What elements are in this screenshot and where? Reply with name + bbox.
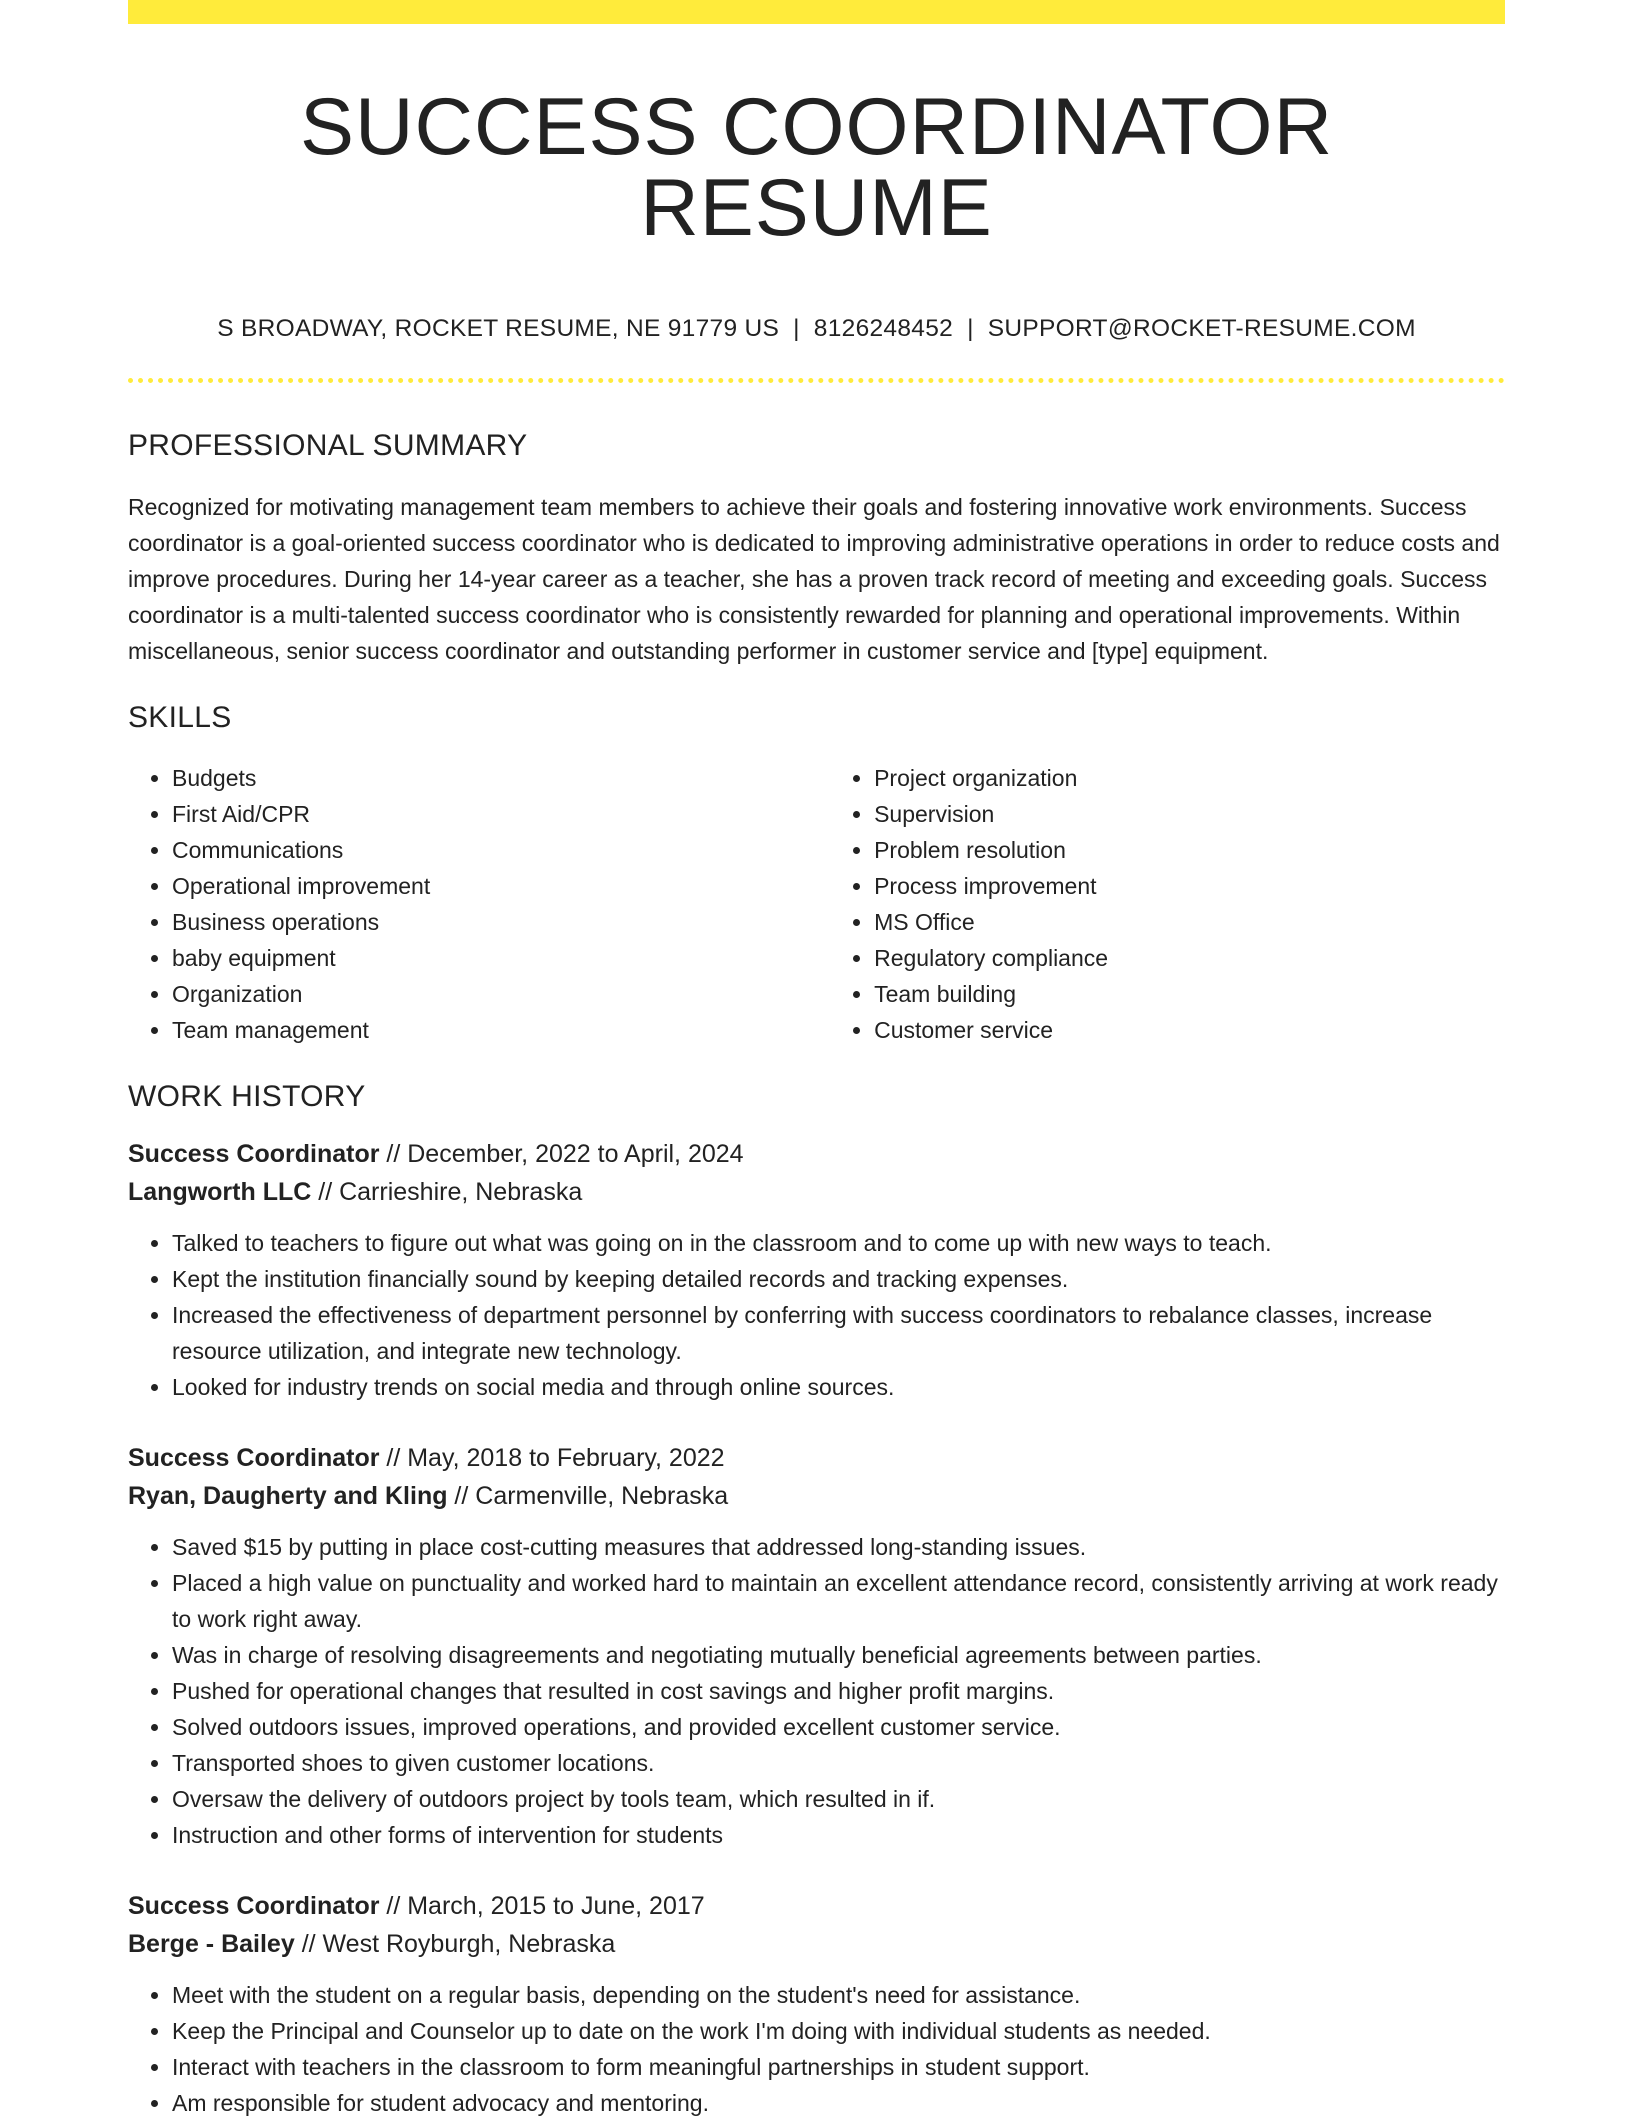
skill-item: • Operational improvement — [172, 868, 830, 904]
job-bullets — [128, 1225, 1505, 1405]
job-company-line — [128, 1173, 1505, 1211]
contact-email: SUPPORT@ROCKET-RESUME.COM — [987, 315, 1416, 342]
job-bullet: • Kept the institution financially sound by keeping detailed records and tracking expenses. — [172, 1261, 1505, 1297]
job-dates: // December, 2022 to April, 2024 — [379, 1139, 744, 1168]
job-company: Berge - Bailey — [128, 1929, 295, 1958]
skill-item: • Team building — [874, 976, 1505, 1012]
job-bullet: • Looked for industry trends on social media and through online sources. — [172, 1369, 1505, 1405]
job-entry — [128, 1887, 1505, 2121]
summary-heading: PROFESSIONAL SUMMARY — [128, 428, 528, 462]
job-dates: // March, 2015 to June, 2017 — [379, 1891, 705, 1920]
job-bullet: • Solved outdoors issues, improved operations, and provided excellent customer service. — [172, 1709, 1505, 1745]
job-bullet: • Was in charge of resolving disagreements and negotiating mutually beneficial agreements between parties. — [172, 1637, 1505, 1673]
job-title-line — [128, 1439, 1505, 1477]
job-location: // Carmenville, Nebraska — [447, 1481, 729, 1510]
skill-item: • First Aid/CPR — [172, 796, 830, 832]
job-location: // West Royburgh, Nebraska — [294, 1929, 616, 1958]
contact-address: S BROADWAY, ROCKET RESUME, NE 91779 US — [217, 315, 780, 342]
job-bullet: • Transported shoes to given customer locations. — [172, 1745, 1505, 1781]
job-bullet: • Pushed for operational changes that resulted in cost savings and higher profit margins. — [172, 1673, 1505, 1709]
skills-list — [128, 760, 1505, 1048]
job-bullet: • Am responsible for student advocacy and mentoring. — [172, 2085, 1505, 2121]
skill-item: • Supervision — [874, 796, 1505, 832]
job-title-line — [128, 1887, 1505, 1925]
skill-item: • Project organization — [874, 760, 1505, 796]
job-company-line — [128, 1925, 1505, 1963]
skill-item: • Regulatory compliance — [874, 940, 1505, 976]
job-bullets — [128, 1529, 1505, 1853]
job-bullet: • Talked to teachers to figure out what was going on in the classroom and to come up with new ways to teach. — [172, 1225, 1505, 1261]
job-entry — [128, 1439, 1505, 1853]
skill-item: • Process improvement — [874, 868, 1505, 904]
job-bullet: • Instruction and other forms of intervention for students — [172, 1817, 1505, 1853]
job-bullet: • Interact with teachers in the classroom to form meaningful partnerships in student support. — [172, 2049, 1505, 2085]
job-company: Ryan, Daugherty and Kling — [128, 1481, 448, 1510]
skill-item: • Business operations — [172, 904, 830, 940]
job-bullet: • Meet with the student on a regular basis, depending on the student's need for assistance. — [172, 1977, 1505, 2013]
dotted-divider — [128, 378, 1505, 383]
contact-line — [128, 317, 1505, 342]
job-title: Success Coordinator — [128, 1891, 380, 1920]
skill-item: • Organization — [172, 976, 830, 1012]
resume-page — [128, 0, 1505, 2121]
skill-item: • MS Office — [874, 904, 1505, 940]
skill-item: • baby equipment — [172, 940, 830, 976]
contact-separator: | — [967, 315, 974, 342]
job-bullet: • Keep the Principal and Counselor up to date on the work I'm doing with individual students as needed. — [172, 2013, 1505, 2049]
skill-item: • Budgets — [172, 760, 830, 796]
job-company: Langworth LLC — [128, 1177, 312, 1206]
job-company-line — [128, 1477, 1505, 1515]
contact-separator: | — [793, 315, 800, 342]
job-bullet: • Increased the effectiveness of department personnel by conferring with success coordinators to rebalance classes, increase resource utilization, and integrate new technology. — [172, 1297, 1505, 1369]
job-bullet: • Saved $15 by putting in place cost-cutting measures that addressed long-standing issues. — [172, 1529, 1505, 1565]
job-bullet: • Placed a high value on punctuality and worked hard to maintain an excellent attendance record, consistently arriving at work ready to work right away. — [172, 1565, 1505, 1637]
job-title-line — [128, 1135, 1505, 1173]
job-entry — [128, 1135, 1505, 1405]
skills-column-left — [128, 760, 830, 1048]
skill-item: • Team management — [172, 1012, 830, 1048]
job-title: Success Coordinator — [128, 1443, 380, 1472]
skill-item: • Customer service — [874, 1012, 1505, 1048]
skill-item: • Communications — [172, 832, 830, 868]
job-bullets — [128, 1977, 1505, 2121]
page-title: SUCCESS COORDINATOR RESUME — [299, 82, 1334, 253]
skill-item: • Problem resolution — [874, 832, 1505, 868]
accent-bar — [128, 0, 1505, 24]
job-dates: // May, 2018 to February, 2022 — [379, 1443, 725, 1472]
skills-column-right — [830, 760, 1505, 1048]
skills-heading: SKILLS — [128, 700, 232, 734]
summary-text: Recognized for motivating management team members to achieve their goals and fostering innovative work environments. Success coordinator is a goal-oriented success coordinator who is dedicated to improving administrative operations in order to reduce costs and improve procedures. During her 14-year career as a teacher, she has a proven track record of meeting and exceeding goals. Success coordinator is a multi-talented success coordinator who is consistently rewarded for planning and operational improvements. Within miscellaneous, senior success coordinator and outstanding performer in customer service and [type] equipment. — [128, 493, 1500, 664]
work-history-heading: WORK HISTORY — [128, 1079, 366, 1113]
contact-phone: 8126248452 — [813, 315, 954, 342]
job-bullet: • Oversaw the delivery of outdoors project by tools team, which resulted in if. — [172, 1781, 1505, 1817]
job-location: // Carrieshire, Nebraska — [311, 1177, 583, 1206]
job-title: Success Coordinator — [128, 1139, 380, 1168]
